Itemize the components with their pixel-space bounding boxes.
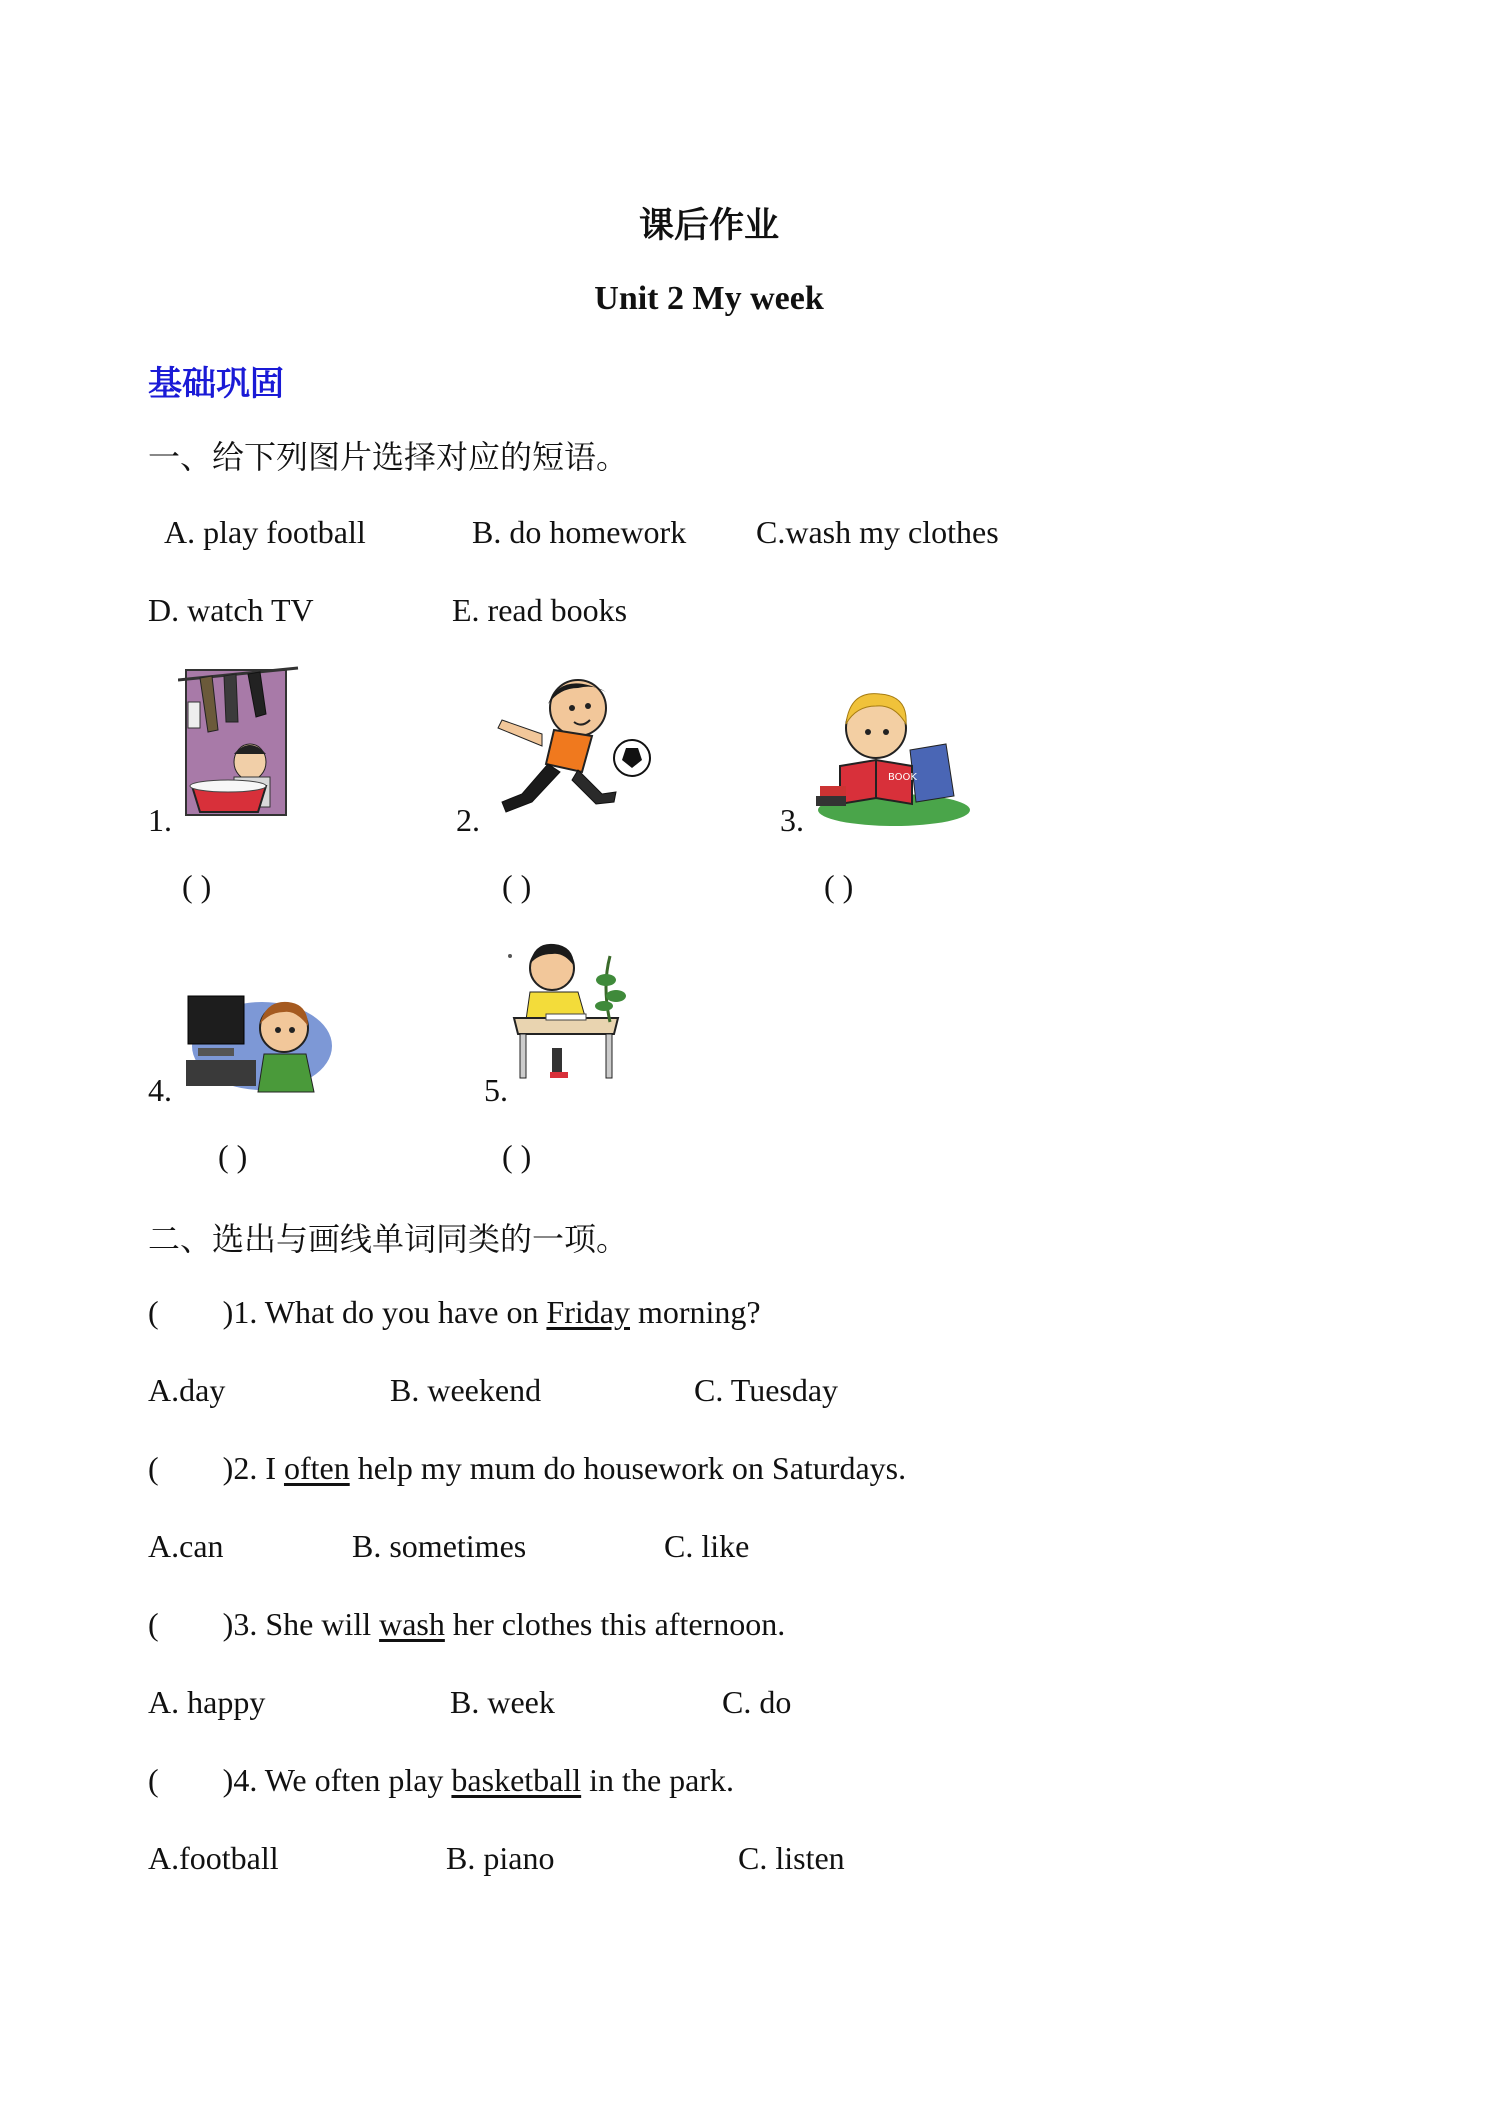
- item-4-blank[interactable]: ( ): [218, 1138, 248, 1174]
- unit-title: Unit 2 My week: [594, 280, 824, 317]
- washing-clothes-picture: [178, 662, 300, 822]
- question-number: )2.: [222, 1450, 258, 1486]
- part2-heading: 二、选出与画线单词同类的一项。: [148, 1220, 629, 1258]
- do-homework-picture: [506, 936, 630, 1086]
- q4-choice-b: B. piano: [446, 1840, 555, 1876]
- option-e: E. read books: [452, 592, 628, 628]
- question-text: help my mum do housework on Saturdays.: [349, 1450, 907, 1486]
- item-5-blank[interactable]: ( ): [502, 1138, 532, 1174]
- item-4-number: 4.: [148, 1072, 172, 1108]
- question-number: )3.: [222, 1606, 258, 1642]
- answer-paren[interactable]: (: [148, 1294, 159, 1330]
- underlined-word: wash: [379, 1606, 445, 1642]
- answer-paren[interactable]: (: [148, 1606, 159, 1642]
- q2-choice-b: B. sometimes: [352, 1528, 527, 1564]
- question-text: in the park.: [581, 1762, 734, 1798]
- q3-choice-b: B. week: [450, 1684, 555, 1720]
- part1-heading: 一、给下列图片选择对应的短语。: [148, 438, 629, 476]
- question-text: her clothes this afternoon.: [444, 1606, 786, 1642]
- question-3: [148, 1604, 785, 1644]
- question-2: [148, 1448, 906, 1488]
- question-number: )1.: [222, 1294, 258, 1330]
- item-1-blank[interactable]: ( ): [182, 868, 212, 904]
- option-c: C.wash my clothes: [756, 514, 999, 550]
- underlined-word: often: [283, 1450, 350, 1486]
- answer-paren[interactable]: (: [148, 1450, 159, 1486]
- underlined-word: basketball: [451, 1762, 582, 1798]
- q1-choice-a: A.day: [148, 1372, 226, 1408]
- question-1: [148, 1292, 761, 1332]
- item-3-number: 3.: [780, 802, 804, 838]
- option-d: D. watch TV: [148, 592, 314, 628]
- question-4: [148, 1760, 734, 1800]
- item-2-blank[interactable]: ( ): [502, 868, 532, 904]
- q4-choice-c: C. listen: [738, 1840, 845, 1876]
- answer-paren[interactable]: (: [148, 1762, 159, 1798]
- question-number: )4.: [222, 1762, 258, 1798]
- play-football-picture: [482, 662, 662, 822]
- item-3-blank[interactable]: ( ): [824, 868, 854, 904]
- question-text: We often play: [257, 1762, 452, 1798]
- q1-choice-c: C. Tuesday: [694, 1372, 839, 1408]
- section-label: 基础巩固: [148, 364, 284, 404]
- underlined-word: Friday: [546, 1294, 630, 1330]
- read-books-picture: [810, 680, 972, 830]
- item-1-number: 1.: [148, 802, 172, 838]
- item-2-number: 2.: [456, 802, 480, 838]
- option-b: B. do homework: [472, 514, 687, 550]
- book-label: BOOK: [888, 772, 917, 783]
- question-text: I: [257, 1450, 284, 1486]
- q2-choice-c: C. like: [664, 1528, 750, 1564]
- q2-choice-a: A.can: [148, 1528, 224, 1564]
- option-a: A. play football: [164, 514, 366, 550]
- watch-tv-picture: [180, 990, 332, 1100]
- page-title: 课后作业: [638, 206, 779, 246]
- q4-choice-a: A.football: [148, 1840, 279, 1876]
- q3-choice-a: A. happy: [148, 1684, 266, 1720]
- item-5-number: 5.: [484, 1072, 508, 1108]
- question-text: What do you have on: [257, 1294, 547, 1330]
- q1-choice-b: B. weekend: [390, 1372, 542, 1408]
- question-text: She will: [257, 1606, 380, 1642]
- question-text: morning?: [629, 1294, 761, 1330]
- q3-choice-c: C. do: [722, 1684, 792, 1720]
